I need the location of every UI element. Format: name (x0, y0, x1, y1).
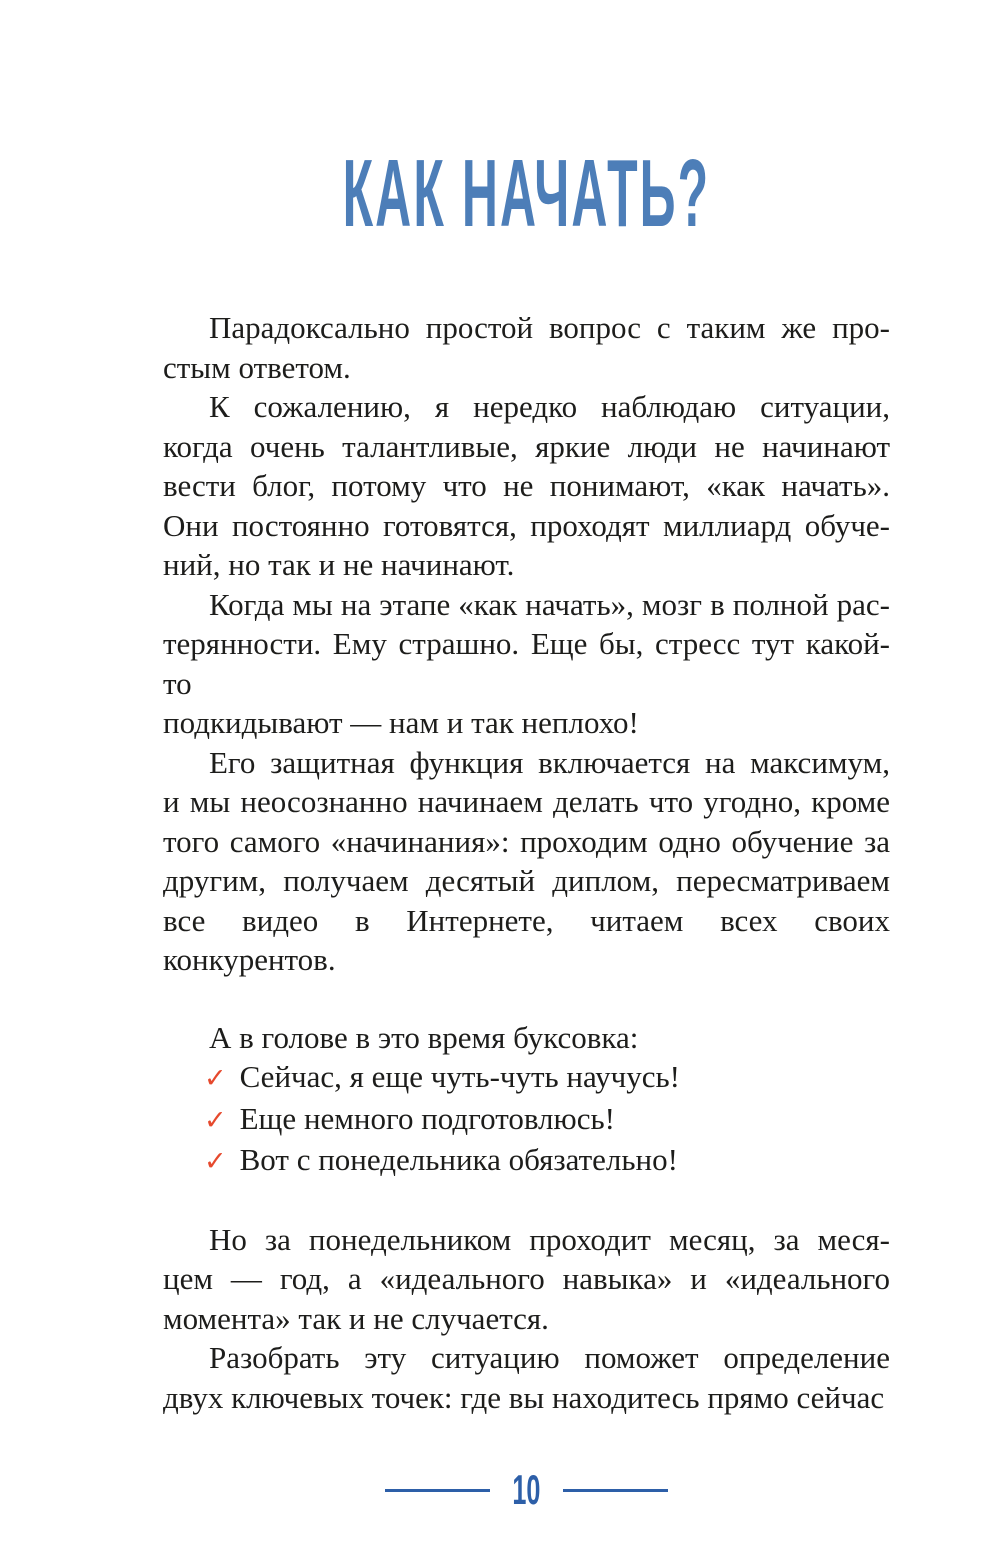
check-icon: ✓ (204, 1063, 227, 1094)
check-icon: ✓ (204, 1104, 227, 1136)
text-line: Разобрать эту ситуацию поможет определение (209, 1340, 890, 1375)
checklist-item-label: Сейчас, я еще чуть-чуть научусь! (239, 1059, 680, 1094)
page-footer (163, 1466, 890, 1513)
text-line: другим, получаем десятый диплом, пересматриваем (163, 863, 890, 898)
check-icon: ✓ (204, 1146, 227, 1177)
checklist-item (163, 1057, 890, 1099)
footer-rule-left (385, 1489, 490, 1492)
checklist-intro: А в голове в это время буксовка: (209, 1019, 639, 1055)
text-line: Парадоксально простой вопрос с таким же про- (209, 310, 890, 345)
paragraph (163, 743, 890, 980)
checklist (163, 1057, 890, 1182)
paragraph (163, 1220, 890, 1339)
paragraphs-bottom (163, 1220, 890, 1418)
paragraphs-top (163, 308, 890, 980)
footer-rule-right (563, 1489, 668, 1492)
text-line: стым ответом. (163, 349, 351, 385)
text-line: того самого «начинания»: проходим одно обучение за (163, 823, 890, 859)
page-number: 10 (512, 1466, 541, 1513)
text-line: вести блог, потому что не понимают, «как начать». (163, 468, 890, 503)
chapter-header (163, 140, 890, 247)
checklist-item (163, 1140, 890, 1182)
paragraph (163, 1338, 890, 1417)
text-line: терянности. Ему страшно. Еще бы, стресс тут какой-то (163, 626, 890, 701)
text-line: ний, но так и не начинают. (163, 547, 515, 582)
paragraph (163, 387, 890, 585)
checklist-section (163, 1018, 890, 1182)
text-line: К сожалению, я нередко наблюдаю ситуации, (209, 389, 890, 424)
text-line: Когда мы на этапе «как начать», мозг в полной рас- (209, 586, 890, 622)
chapter-title: КАК НАЧАТЬ? (342, 140, 711, 247)
text-line: Его защитная функция включается на максимум, (209, 744, 890, 780)
text-line: Но за понедельником проходит месяц, за меся- (209, 1221, 890, 1257)
text-line: все видео в Интернете, читаем всех своих конкурентов. (163, 902, 890, 977)
text-line: когда очень талантливые, яркие люди не начинают (163, 428, 890, 464)
text-line: двух ключевых точек: где вы находитесь прямо сейчас (163, 1379, 885, 1415)
checklist-item-label: Вот с понедельника обязательно! (239, 1142, 678, 1177)
text-line: подкидывают — нам и так неплохо! (163, 705, 639, 740)
text-line: и мы неосознанно начинаем делать что угодно, кроме (163, 784, 890, 819)
text-line: момента» так и не случается. (163, 1300, 549, 1336)
paragraph (163, 585, 890, 743)
text-line: цем — год, а «идеального навыка» и «идеального (163, 1261, 890, 1296)
paragraph (163, 308, 890, 387)
checklist-item (163, 1099, 890, 1141)
checklist-item-label: Еще немного подготовлюсь! (239, 1100, 615, 1136)
body-text (163, 308, 890, 1417)
text-line: Они постоянно готовятся, проходят миллиард обуче- (163, 507, 890, 543)
